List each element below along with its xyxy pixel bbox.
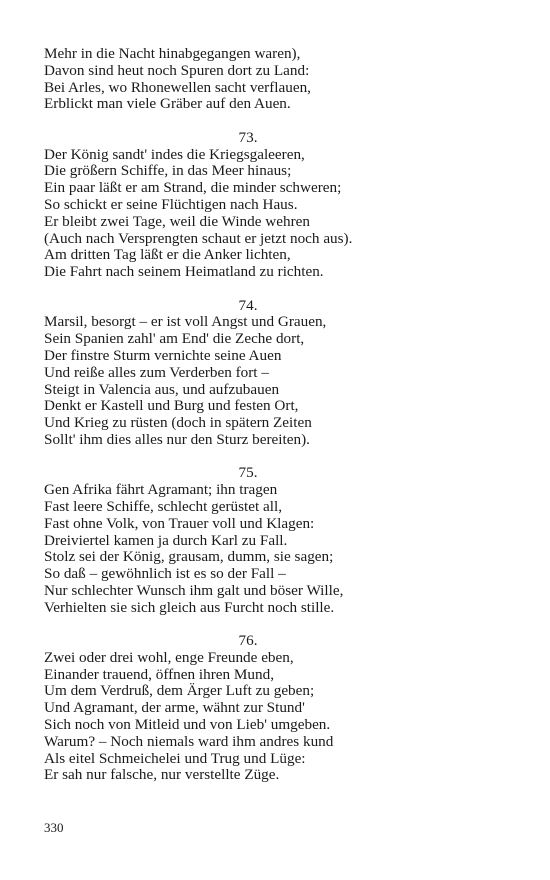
verse-line: Einander trauend, öffnen ihren Mund, <box>44 665 274 683</box>
verse-line: Und reiße alles zum Verderben fort – <box>44 363 269 381</box>
stanza-76 <box>44 633 514 784</box>
verse-line: Der König sandt' indes die Kriegsgaleeren, <box>44 145 305 163</box>
verse-line: Fast ohne Volk, von Trauer voll und Klagen: <box>44 514 315 532</box>
verse-line: Fast leere Schiffe, schlecht gerüstet all, <box>44 497 282 515</box>
stanza-number: 73. <box>238 128 258 146</box>
verse-line: Davon sind heut noch Spuren dort zu Land: <box>44 61 310 79</box>
verse-line: Nur schlechter Wunsch ihm galt und böser Wille, <box>44 581 344 599</box>
verse-line: Zwei oder drei wohl, enge Freunde eben, <box>44 648 294 666</box>
verse-line: Gen Afrika fährt Agramant; ihn tragen <box>44 481 278 499</box>
verse-line: Erblickt man viele Gräber auf den Auen. <box>44 95 291 113</box>
verse-line: Die Fahrt nach seinem Heimatland zu richten. <box>44 263 324 281</box>
verse-line: Um dem Verdruß, dem Ärger Luft zu geben; <box>44 682 315 700</box>
verse-line: Sein Spanien zahl' am End' die Zeche dort, <box>44 330 305 348</box>
stanza-number: 74. <box>238 296 258 314</box>
verse-line: Der finstre Sturm vernichte seine Auen <box>44 346 282 364</box>
verse-line: Ein paar läßt er am Strand, die minder schweren; <box>44 179 342 197</box>
verse-line: Die größern Schiffe, in das Meer hinaus; <box>44 162 292 180</box>
stanza-number: 76. <box>238 632 258 650</box>
verse-line: (Auch nach Versprengten schaut er jetzt noch aus). <box>44 229 353 247</box>
stanza-73 <box>44 130 514 281</box>
verse-line: Sich noch von Mitleid und von Lieb' umgeben. <box>44 716 331 734</box>
verse-line: Am dritten Tag läßt er die Anker lichten, <box>44 246 291 264</box>
verse-line: Und Krieg zu rüsten (doch in spätern Zeiten <box>44 414 312 432</box>
verse-line: Verhielten sie sich gleich aus Furcht noch stille. <box>44 598 335 616</box>
verse-line: So schickt er seine Flüchtigen nach Haus. <box>44 195 298 213</box>
verse-line: Bei Arles, wo Rhonewellen sacht verflauen, <box>44 78 311 96</box>
verse-line: Als eitel Schmeichelei und Trug und Lüge: <box>44 749 306 767</box>
verse-line: Sollt' ihm dies alles nur den Sturz bereiten). <box>44 430 310 448</box>
stanza-number: 75. <box>238 464 258 482</box>
verse-line: So daß – gewöhnlich ist es so der Fall – <box>44 565 286 583</box>
page-number: 330 <box>44 820 64 835</box>
page-body <box>44 46 514 784</box>
verse-line: Marsil, besorgt – er ist voll Angst und Grauen, <box>44 313 327 331</box>
verse-line: Warum? – Noch niemals ward ihm andres kund <box>44 732 334 750</box>
verse-line: Steigt in Valencia aus, und aufzubauen <box>44 380 280 398</box>
verse-line: Er bleibt zwei Tage, weil die Winde wehren <box>44 212 310 230</box>
stanza-74 <box>44 298 514 449</box>
verse-line: Dreiviertel kamen ja durch Karl zu Fall. <box>44 531 288 549</box>
stanza-75 <box>44 465 514 616</box>
opening-lines <box>44 46 514 113</box>
verse-line: Denkt er Kastell und Burg und festen Ort, <box>44 397 299 415</box>
verse-line: Mehr in die Nacht hinabgegangen waren), <box>44 45 301 62</box>
verse-line: Stolz sei der König, grausam, dumm, sie sagen; <box>44 548 334 566</box>
verse-line: Er sah nur falsche, nur verstellte Züge. <box>44 766 280 784</box>
verse-line: Und Agramant, der arme, wähnt zur Stund' <box>44 699 305 717</box>
